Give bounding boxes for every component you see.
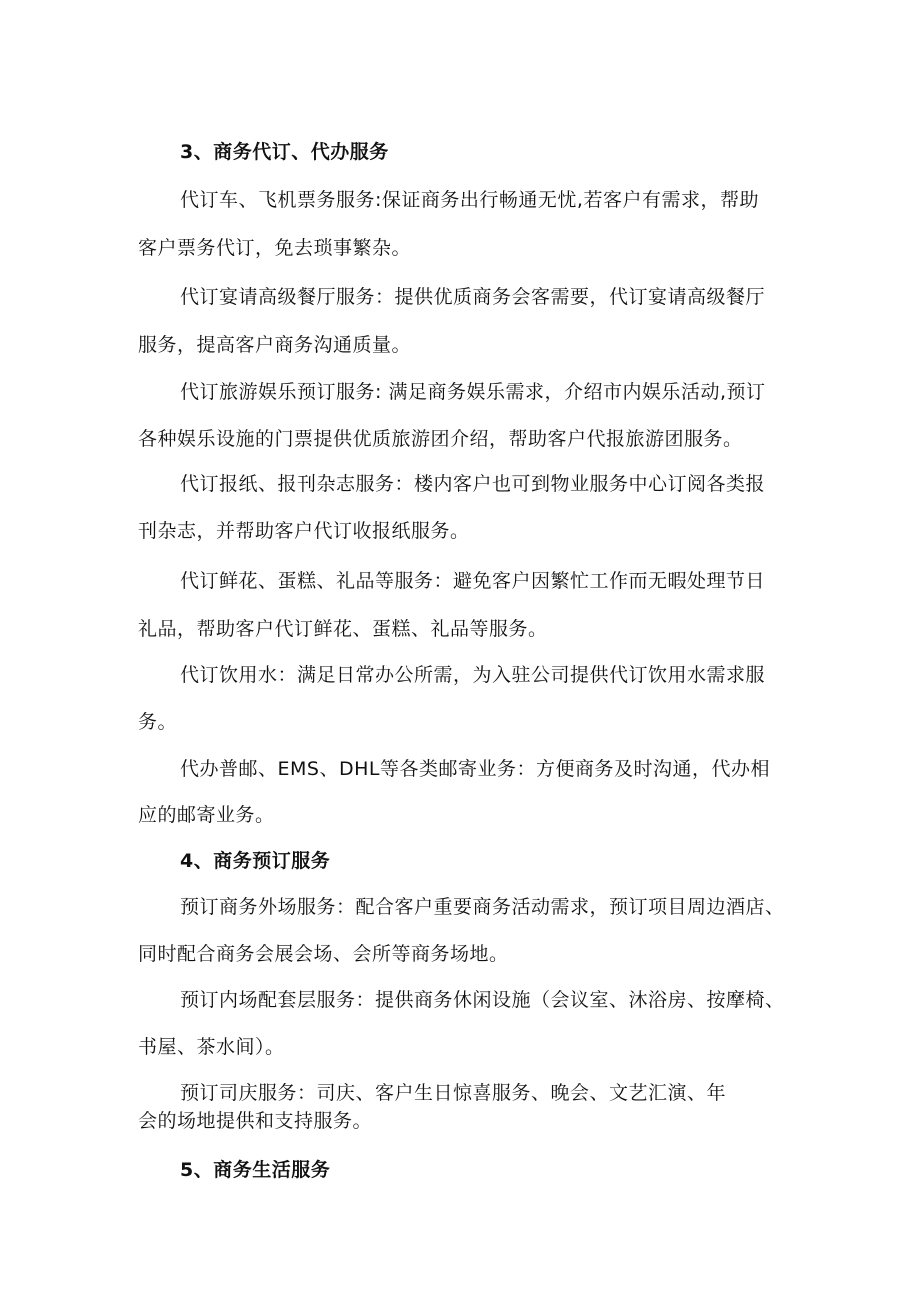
paragraph-line: 代订鲜花、蛋糕、礼品等服务：避免客户因繁忙工作而无暇处理节日	[180, 570, 766, 592]
paragraph-line: 务。	[138, 711, 178, 733]
paragraph-line: 会的场地提供和支持服务。	[138, 1110, 373, 1132]
paragraph-line: 代订报纸、报刊杂志服务：楼内客户也可到物业服务中心订阅各类报	[180, 473, 766, 495]
paragraph-line: 代订宴请高级餐厅服务：提供优质商务会客需要，代订宴请高级餐厅	[180, 286, 766, 308]
paragraph-line: 预订商务外场服务：配合客户重要商务活动需求，预订项目周边酒店、	[180, 896, 785, 918]
paragraph-line: 代订车、飞机票务服务:保证商务出行畅通无忧,若客户有需求，帮助	[180, 189, 759, 211]
paragraph-line: 同时配合商务会展会场、会所等商务场地。	[138, 943, 509, 965]
paragraph-line: 书屋、茶水间）。	[138, 1036, 285, 1058]
paragraph-line: 礼品，帮助客户代订鲜花、蛋糕、礼品等服务。	[138, 618, 548, 640]
section-heading-5: 5、商务生活服务	[180, 1159, 331, 1181]
paragraph-line: 代订饮用水：满足日常办公所需，为入驻公司提供代订饮用水需求服	[180, 664, 766, 686]
paragraph-line: 代办普邮、EMS、DHL等各类邮寄业务：方便商务及时沟通，代办相	[180, 758, 770, 780]
paragraph-line: 刊杂志，并帮助客户代订收报纸服务。	[138, 520, 470, 542]
section-heading-3: 3、商务代订、代办服务	[180, 141, 389, 163]
section-heading-4: 4、商务预订服务	[180, 850, 331, 872]
paragraph-line: 各种娱乐设施的门票提供优质旅游团介绍，帮助客户代报旅游团服务。	[138, 428, 743, 450]
paragraph-line: 客户票务代订，免去琐事繁杂。	[138, 237, 412, 259]
paragraph-line: 应的邮寄业务。	[138, 804, 275, 826]
paragraph-line: 代订旅游娱乐预订服务: 满足商务娱乐需求，介绍市内娱乐活动,预订	[180, 381, 766, 403]
paragraph-line: 服务，提高客户商务沟通质量。	[138, 334, 412, 356]
paragraph-line: 预订司庆服务：司庆、客户生日惊喜服务、晚会、文艺汇演、年	[180, 1082, 727, 1104]
paragraph-line: 预订内场配套层服务：提供商务休闲设施（会议室、沐浴房、按摩椅、	[180, 989, 785, 1011]
